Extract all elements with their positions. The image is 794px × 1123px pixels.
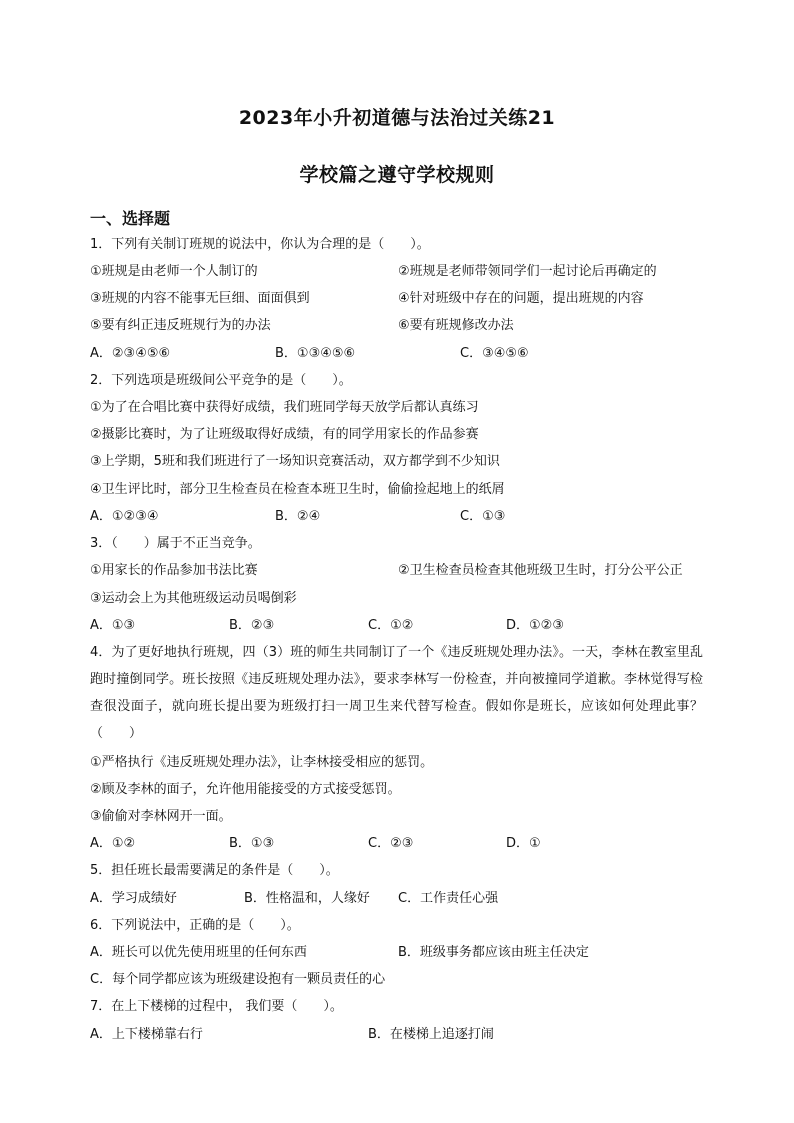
question-1-option-a: A．②③④⑤⑥	[90, 346, 171, 361]
question-4-option-a: A．①②	[90, 836, 136, 851]
question-7-option-a: A．上下楼梯靠右行	[90, 1027, 203, 1042]
question-3-stem: 3．（ ）属于不正当竞争。	[90, 536, 261, 551]
question-3-item: ②卫生检查员检查其他班级卫生时，打分公平公正	[398, 563, 683, 578]
question-4-item: ②顾及李林的面子，允许他用能接受的方式接受惩罚。	[90, 782, 401, 797]
question-5-option-c: C．工作责任心强	[398, 891, 499, 906]
question-1-item: ⑥要有班规修改办法	[398, 318, 514, 333]
question-6-option-b: B．班级事务都应该由班主任决定	[398, 945, 589, 960]
page-subtitle: 学校篇之遵守学校规则	[299, 164, 495, 186]
question-4-option-b: B．①③	[229, 836, 275, 851]
question-2-item: ③上学期，5班和我们班进行了一场知识竞赛活动，双方都学到不少知识	[90, 454, 500, 469]
question-6-option-a: A．班长可以优先使用班里的任何东西	[90, 945, 307, 960]
question-2-item: ④卫生评比时，部分卫生检查员在检查本班卫生时，偷偷捡起地上的纸屑	[90, 482, 505, 497]
question-4-item: ③偷偷对李林网开一面。	[90, 809, 232, 824]
question-3-option-a: A．①③	[90, 618, 136, 633]
question-4-stem: 4．为了更好地执行班规，四（3）班的师生共同制订了一个《违反班规处理办法》。一天，李林在教室里乱跑时撞倒同学。班长按照《违反班规处理办法》，要求李林写一份检查，并向被撞同学道歉。李林觉得写检查很没面子，就向班长提出要为班级打扫一周卫生来代替写检查。假如你是班长，应该如何处理此事？（ ）	[90, 645, 703, 741]
question-3-option-b: B．②③	[229, 618, 275, 633]
question-6-option-c: C．每个同学都应该为班级建设抱有一颗员责任的心	[90, 972, 386, 987]
question-6-stem: 6．下列说法中，正确的是（ ）。	[90, 918, 300, 933]
question-1-item: ③班规的内容不能事无巨细、面面俱到	[90, 291, 310, 306]
question-4-option-c: C．②③	[368, 836, 414, 851]
question-3-item: ③运动会上为其他班级运动员喝倒彩	[90, 591, 297, 606]
question-2-item: ①为了在合唱比赛中获得好成绩，我们班同学每天放学后都认真练习	[90, 400, 479, 415]
question-4-option-d: D．①	[506, 836, 541, 851]
question-3-option-c: C．①②	[368, 618, 414, 633]
question-5-option-a: A．学习成绩好	[90, 891, 177, 906]
question-1-item: ④针对班级中存在的问题，提出班规的内容	[398, 291, 644, 306]
question-7-option-b: B．在楼梯上追逐打闹	[368, 1027, 494, 1042]
question-3-option-d: D．①②③	[506, 618, 564, 633]
question-1-item: ①班规是由老师一个人制订的	[90, 264, 258, 279]
question-3-item: ①用家长的作品参加书法比赛	[90, 563, 258, 578]
question-2-option-a: A．①②③④	[90, 509, 159, 524]
question-1-item: ⑤要有纠正违反班规行为的办法	[90, 318, 271, 333]
question-2-stem: 2．下列选项是班级间公平竞争的是（ ）。	[90, 373, 352, 388]
page-title: 2023年小升初道德与法治过关练21	[238, 107, 556, 129]
question-1-stem: 1．下列有关制订班规的说法中，你认为合理的是（ ）。	[90, 237, 430, 252]
question-2-item: ②摄影比赛时，为了让班级取得好成绩，有的同学用家长的作品参赛	[90, 427, 479, 442]
question-5-option-b: B．性格温和，人缘好	[244, 891, 370, 906]
question-2-option-b: B．②④	[275, 509, 321, 524]
question-1-item: ②班规是老师带领同学们一起讨论后再确定的	[398, 264, 657, 279]
question-2-option-c: C．①③	[460, 509, 506, 524]
question-4-item: ①严格执行《违反班规处理办法》，让李林接受相应的惩罚。	[90, 755, 434, 770]
question-1-option-c: C．③④⑤⑥	[460, 346, 529, 361]
question-7-stem: 7．在上下楼梯的过程中， 我们要（ ）。	[90, 999, 343, 1014]
section-heading: 一、选择题	[90, 209, 171, 228]
question-5-stem: 5．担任班长最需要满足的条件是（ ）。	[90, 863, 339, 878]
question-1-option-b: B．①③④⑤⑥	[275, 346, 356, 361]
